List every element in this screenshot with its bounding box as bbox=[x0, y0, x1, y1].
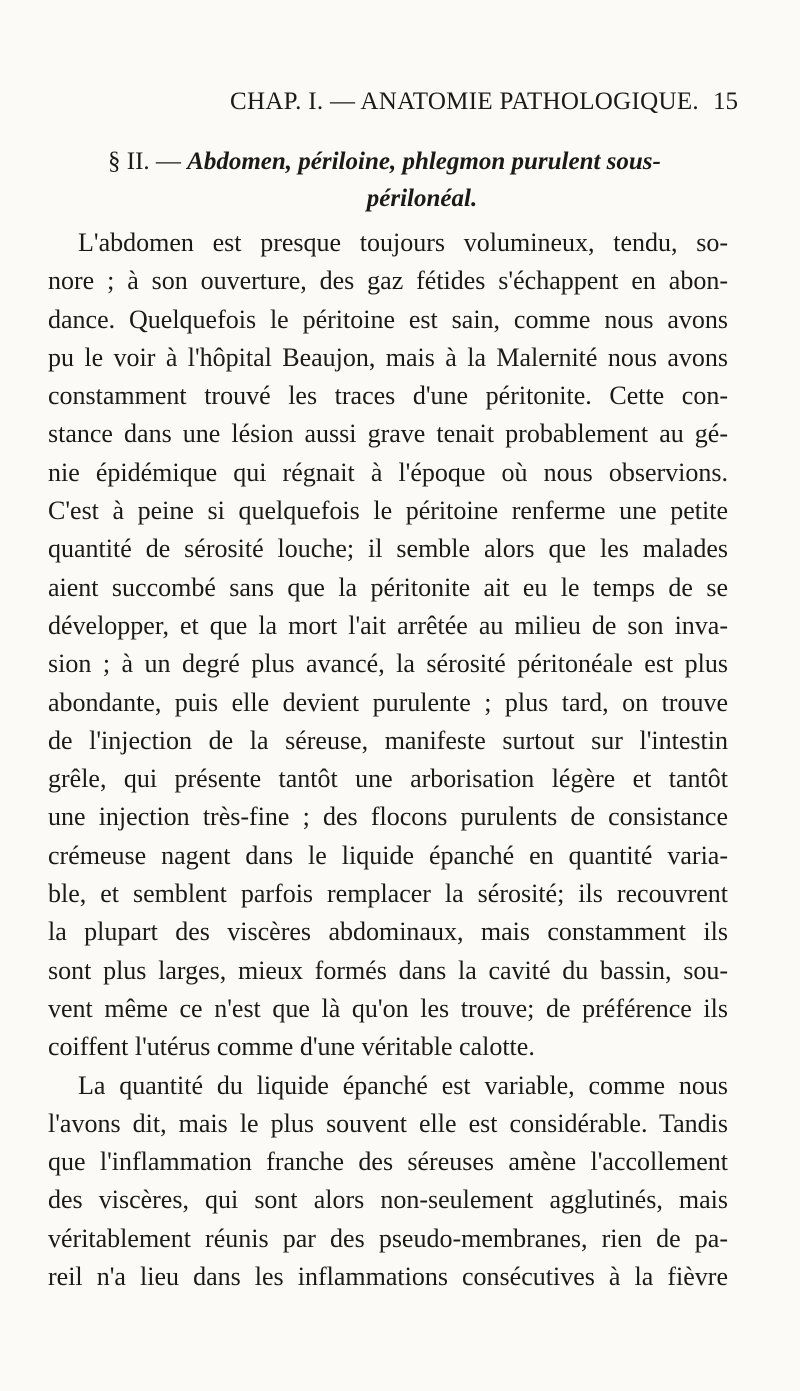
text-line: sont plus larges, mieux formés dans la cavité du bassin, sou- bbox=[48, 955, 728, 985]
section-heading bbox=[108, 143, 728, 217]
text-line: nie épidémique qui régnait à l'époque où nous observions. bbox=[48, 457, 728, 487]
section-title-part-2: périlonéal. bbox=[366, 185, 478, 212]
text-line: l'avons dit, mais le plus souvent elle est considérable. Tandis bbox=[48, 1108, 728, 1138]
text-line: crémeuse nagent dans le liquide épanché en quantité varia- bbox=[48, 840, 728, 870]
text-line: de l'injection de la séreuse, manifeste surtout sur l'intestin bbox=[48, 725, 728, 755]
section-heading-line-1 bbox=[108, 143, 728, 180]
text-line: reil n'a lieu dans les inflammations consécutives à la fièvre bbox=[48, 1262, 728, 1292]
text-line: vent même ce n'est que là qu'on les trouve; de préférence ils bbox=[48, 993, 728, 1023]
text-line: constamment trouvé les traces d'une péritonite. Cette con- bbox=[48, 381, 728, 411]
text-line: C'est à peine si quelquefois le péritoine renferme une petite bbox=[48, 496, 728, 526]
paragraph-1 bbox=[48, 224, 728, 1067]
section-number: § II. — bbox=[108, 148, 188, 175]
text-line: sion ; à un degré plus avancé, la sérosité péritonéale est plus bbox=[48, 649, 728, 679]
text-line: nore ; à son ouverture, des gaz fétides s'échappent en abon- bbox=[48, 266, 728, 296]
page-number: 15 bbox=[713, 88, 738, 115]
text-line: véritablement réunis par des pseudo-membranes, rien de pa- bbox=[48, 1223, 728, 1253]
running-head: CHAP. I. — ANATOMIE PATHOLOGIQUE. bbox=[230, 88, 699, 115]
text-line: abondante, puis elle devient purulente ; plus tard, on trouve bbox=[48, 687, 728, 717]
text-line: développer, et que la mort l'ait arrêtée au milieu de son inva- bbox=[48, 610, 728, 640]
text-line: quantité de sérosité louche; il semble alors que les malades bbox=[48, 534, 728, 564]
text-line: pu le voir à l'hôpital Beaujon, mais à la Malernité nous avons bbox=[48, 342, 728, 372]
text-line: que l'inflammation franche des séreuses amène l'accollement bbox=[48, 1147, 728, 1177]
text-line: La quantité du liquide épanché est variable, comme nous bbox=[78, 1070, 728, 1100]
text-line: une injection très-fine ; des flocons purulents de consistance bbox=[48, 802, 728, 832]
text-line: des viscères, qui sont alors non-seulement agglutinés, mais bbox=[48, 1185, 728, 1215]
section-title-part-1: Abdomen, périloine, phlegmon purulent sous- bbox=[187, 148, 661, 175]
text-line: aient succombé sans que la péritonite ait eu le temps de se bbox=[48, 572, 728, 602]
text-line: stance dans une lésion aussi grave tenait probablement au gé- bbox=[48, 419, 728, 449]
text-line: coiffent l'utérus comme d'une véritable calotte. bbox=[48, 1032, 535, 1062]
paragraph-2 bbox=[48, 1067, 728, 1297]
text-line: grêle, qui présente tantôt une arborisation légère et tantôt bbox=[48, 764, 728, 794]
text-line: la plupart des viscères abdominaux, mais constamment ils bbox=[48, 917, 728, 947]
text-line: dance. Quelquefois le péritoine est sain, comme nous avons bbox=[48, 304, 728, 334]
body-text bbox=[48, 224, 728, 1296]
text-line: ble, et semblent parfois remplacer la sérosité; ils recouvrent bbox=[48, 879, 728, 909]
text-line: L'abdomen est presque toujours volumineux, tendu, so- bbox=[78, 228, 728, 257]
